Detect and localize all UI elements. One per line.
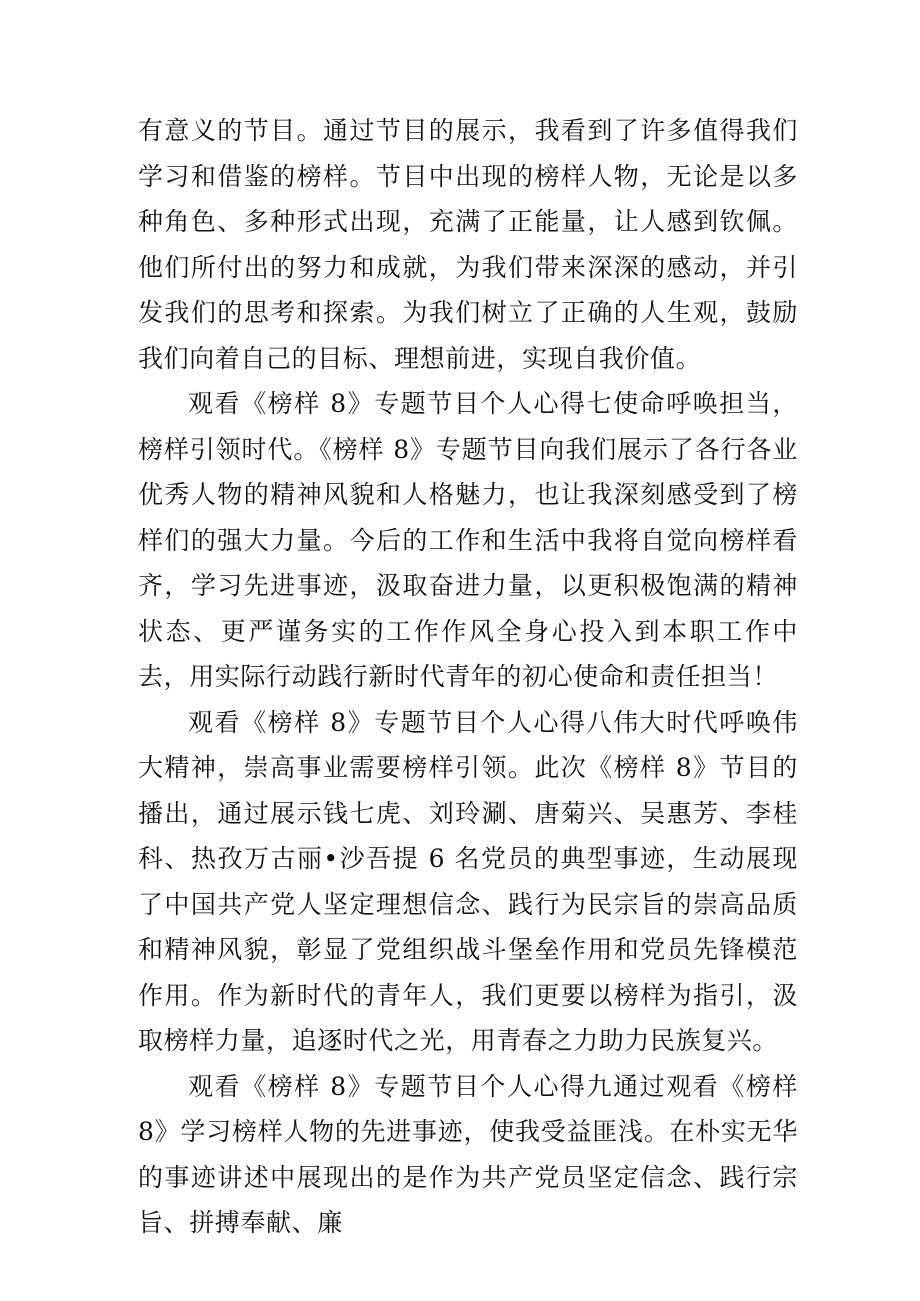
document-body — [138, 108, 798, 1246]
paragraph-continuation: 有意义的节目。通过节目的展示，我看到了许多值得我们学习和借鉴的榜样。节目中出现的榜样人物，无论是以多种角色、多种形式出现，充满了正能量，让人感到钦佩。他们所付出的努力和成就，为我们带来深深的感动，并引发我们的思考和探索。为我们树立了正确的人生观，鼓励我们向着自己的目标、理想前进，实现自我价值。 — [138, 116, 798, 373]
paragraph-reflection-eight: 观看《榜样 8》专题节目个人心得八伟大时代呼唤伟大精神，崇高事业需要榜样引领。此次《榜样 8》节目的播出，通过展示钱七虎、刘玲涮、唐菊兴、吴惠芳、李桂科、热孜万古丽•沙吾提 6 名党员的典型事迹，生动展现了中国共产党人坚定理想信念、践行为民宗旨的崇高品质和精神风貌，彰显了党组织战斗堡垒作用和党员先锋模范作用。作为新时代的青年人，我们更要以榜样为指引，汲取榜样力量，追逐时代之光，用青春之力助力民族复兴。 — [138, 707, 798, 1055]
paragraph-reflection-nine: 观看《榜样 8》专题节目个人心得九通过观看《榜样 8》学习榜样人物的先进事迹，使我受益匪浅。在朴实无华的事迹讲述中展现出的是作为共产党员坚定信念、践行宗旨、拼搏奉献、廉 — [138, 1071, 798, 1237]
paragraph-reflection-seven: 观看《榜样 8》专题节目个人心得七使命呼唤担当，榜样引领时代。《榜样 8》专题节目向我们展示了各行各业优秀人物的精神风貌和人格魅力，也让我深刻感受到了榜样们的强大力量。今后的工作和生活中我将自觉向榜样看齐，学习先进事迹，汲取奋进力量，以更积极饱满的精神状态、更严谨务实的工作作风全身心投入到本职工作中去，用实际行动践行新时代青年的初心使命和责任担当！ — [138, 389, 798, 691]
